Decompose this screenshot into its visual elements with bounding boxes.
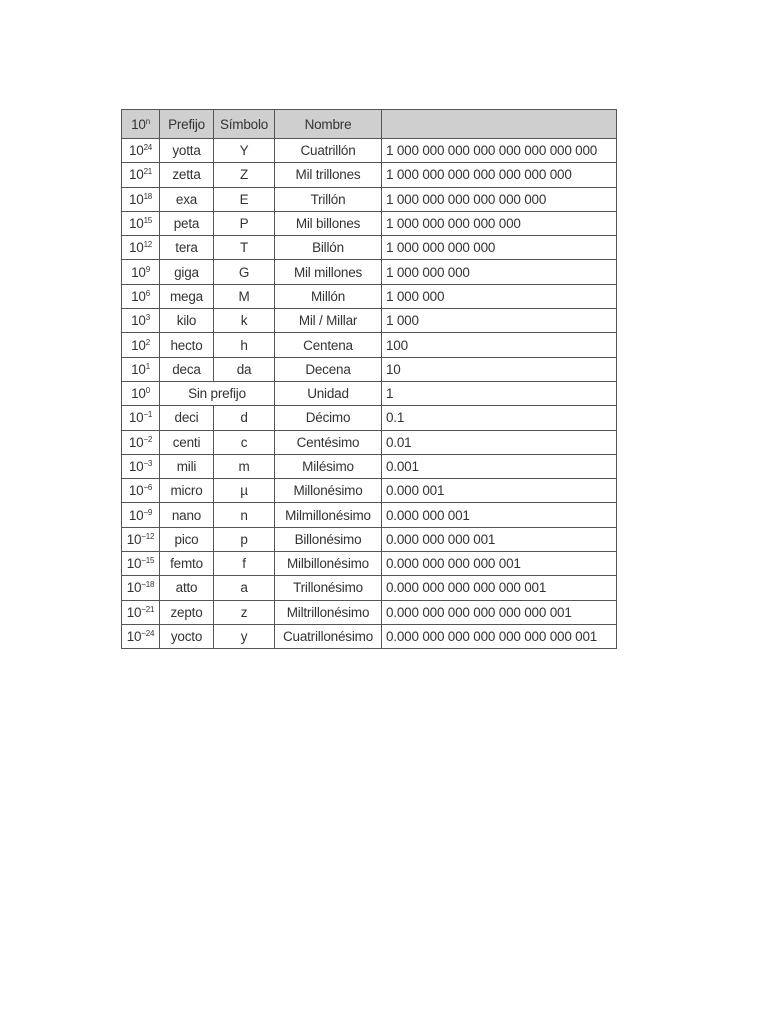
cell-power: $10^2$ (122, 333, 160, 357)
cell-value: 0.000 000 000 001 (382, 527, 617, 551)
cell-name: Trillonésimo (275, 576, 382, 600)
cell-power: $10^{12}$ (122, 236, 160, 260)
cell-value: 1 000 000 000 000 000 000 000 (382, 163, 617, 187)
cell-prefix: giga (160, 260, 214, 284)
table-row (122, 333, 617, 357)
table-row (122, 454, 617, 478)
table-row (122, 576, 617, 600)
cell-prefix: pico (160, 527, 214, 551)
cell-prefix: mili (160, 454, 214, 478)
cell-power: $10^1$ (122, 357, 160, 381)
cell-power: $10^{-15}$ (122, 552, 160, 576)
cell-value: 1 000 000 000 000 000 000 (382, 187, 617, 211)
cell-name: Decena (275, 357, 382, 381)
header-row (122, 110, 617, 139)
cell-power: $10^3$ (122, 309, 160, 333)
cell-value: 1 000 000 000 000 000 000 000 000 (382, 139, 617, 163)
cell-symbol: P (214, 211, 275, 235)
table-row (122, 163, 617, 187)
cell-power: $10^{-18}$ (122, 576, 160, 600)
cell-name: Mil billones (275, 211, 382, 235)
cell-symbol: G (214, 260, 275, 284)
cell-symbol: y (214, 624, 275, 648)
header-value (382, 110, 617, 139)
table-row (122, 552, 617, 576)
cell-prefix: centi (160, 430, 214, 454)
cell-symbol: µ (214, 479, 275, 503)
table-row (122, 260, 617, 284)
cell-value: 10 (382, 357, 617, 381)
table-row (122, 624, 617, 648)
header-symbol: Símbolo (214, 110, 275, 139)
cell-name: Centena (275, 333, 382, 357)
cell-power: $10^9$ (122, 260, 160, 284)
cell-name: Millonésimo (275, 479, 382, 503)
cell-prefix: zetta (160, 163, 214, 187)
cell-prefix: yocto (160, 624, 214, 648)
cell-prefix: mega (160, 284, 214, 308)
cell-value: 1 (382, 381, 617, 405)
cell-symbol: f (214, 552, 275, 576)
cell-power: $10^{-2}$ (122, 430, 160, 454)
cell-name: Milmillonésimo (275, 503, 382, 527)
table-row (122, 284, 617, 308)
cell-symbol: a (214, 576, 275, 600)
cell-value: 0.000 000 000 000 000 001 (382, 576, 617, 600)
cell-prefix: zepto (160, 600, 214, 624)
cell-name: Mil millones (275, 260, 382, 284)
cell-value: 1 000 000 000 000 000 (382, 211, 617, 235)
cell-symbol: m (214, 454, 275, 478)
cell-value: 0.000 000 000 000 000 000 001 (382, 600, 617, 624)
cell-power: $10^{-6}$ (122, 479, 160, 503)
cell-value: 100 (382, 333, 617, 357)
table-row (122, 187, 617, 211)
cell-name: Décimo (275, 406, 382, 430)
cell-name: Milésimo (275, 454, 382, 478)
cell-name: Cuatrillonésimo (275, 624, 382, 648)
cell-prefix: femto (160, 552, 214, 576)
cell-value: 0.001 (382, 454, 617, 478)
cell-symbol: E (214, 187, 275, 211)
table-row (122, 430, 617, 454)
cell-value: 0.000 001 (382, 479, 617, 503)
cell-prefix: atto (160, 576, 214, 600)
cell-prefix-merged: Sin prefijo (160, 381, 275, 405)
cell-value: 0.01 (382, 430, 617, 454)
cell-prefix: tera (160, 236, 214, 260)
table-row (122, 381, 617, 405)
header-prefix: Prefijo (160, 110, 214, 139)
cell-prefix: peta (160, 211, 214, 235)
cell-power: $10^{24}$ (122, 139, 160, 163)
cell-value: 1 000 000 000 (382, 260, 617, 284)
cell-power: $10^0$ (122, 381, 160, 405)
cell-name: Milbillonésimo (275, 552, 382, 576)
cell-name: Billón (275, 236, 382, 260)
cell-prefix: exa (160, 187, 214, 211)
table-row (122, 406, 617, 430)
cell-symbol: k (214, 309, 275, 333)
table-header (122, 110, 617, 139)
cell-prefix: yotta (160, 139, 214, 163)
cell-value: 1 000 (382, 309, 617, 333)
cell-symbol: h (214, 333, 275, 357)
cell-power: $10^{18}$ (122, 187, 160, 211)
cell-symbol: n (214, 503, 275, 527)
table-row (122, 357, 617, 381)
cell-power: $10^{-24}$ (122, 624, 160, 648)
cell-symbol: Y (214, 139, 275, 163)
table-row (122, 527, 617, 551)
cell-name: Mil / Millar (275, 309, 382, 333)
cell-symbol: da (214, 357, 275, 381)
header-name: Nombre (275, 110, 382, 139)
cell-prefix: deci (160, 406, 214, 430)
cell-symbol: Z (214, 163, 275, 187)
cell-name: Trillón (275, 187, 382, 211)
si-prefix-table (121, 109, 617, 649)
cell-power: $10^{21}$ (122, 163, 160, 187)
table-row (122, 236, 617, 260)
cell-value: 0.000 000 000 000 001 (382, 552, 617, 576)
cell-symbol: z (214, 600, 275, 624)
cell-prefix: micro (160, 479, 214, 503)
table-row (122, 211, 617, 235)
table-row (122, 139, 617, 163)
cell-value: 1 000 000 000 000 (382, 236, 617, 260)
cell-power: $10^{15}$ (122, 211, 160, 235)
cell-power: $10^{-21}$ (122, 600, 160, 624)
cell-name: Centésimo (275, 430, 382, 454)
cell-prefix: kilo (160, 309, 214, 333)
table-row (122, 503, 617, 527)
cell-symbol: c (214, 430, 275, 454)
table-body (122, 139, 617, 649)
cell-value: 1 000 000 (382, 284, 617, 308)
cell-symbol: d (214, 406, 275, 430)
table-row (122, 600, 617, 624)
cell-power: $10^{-12}$ (122, 527, 160, 551)
cell-value: 0.000 000 001 (382, 503, 617, 527)
cell-name: Miltrillonésimo (275, 600, 382, 624)
cell-name: Millón (275, 284, 382, 308)
cell-name: Unidad (275, 381, 382, 405)
cell-name: Cuatrillón (275, 139, 382, 163)
cell-symbol: M (214, 284, 275, 308)
header-power: 10$^n$ (122, 110, 160, 139)
cell-name: Mil trillones (275, 163, 382, 187)
cell-name: Billonésimo (275, 527, 382, 551)
cell-value: 0.000 000 000 000 000 000 000 001 (382, 624, 617, 648)
cell-prefix: nano (160, 503, 214, 527)
table-row (122, 479, 617, 503)
cell-value: 0.1 (382, 406, 617, 430)
cell-symbol: T (214, 236, 275, 260)
cell-prefix: hecto (160, 333, 214, 357)
cell-power: $10^{-3}$ (122, 454, 160, 478)
cell-power: $10^{-9}$ (122, 503, 160, 527)
cell-power: $10^6$ (122, 284, 160, 308)
cell-prefix: deca (160, 357, 214, 381)
cell-power: $10^{-1}$ (122, 406, 160, 430)
table-row (122, 309, 617, 333)
cell-symbol: p (214, 527, 275, 551)
